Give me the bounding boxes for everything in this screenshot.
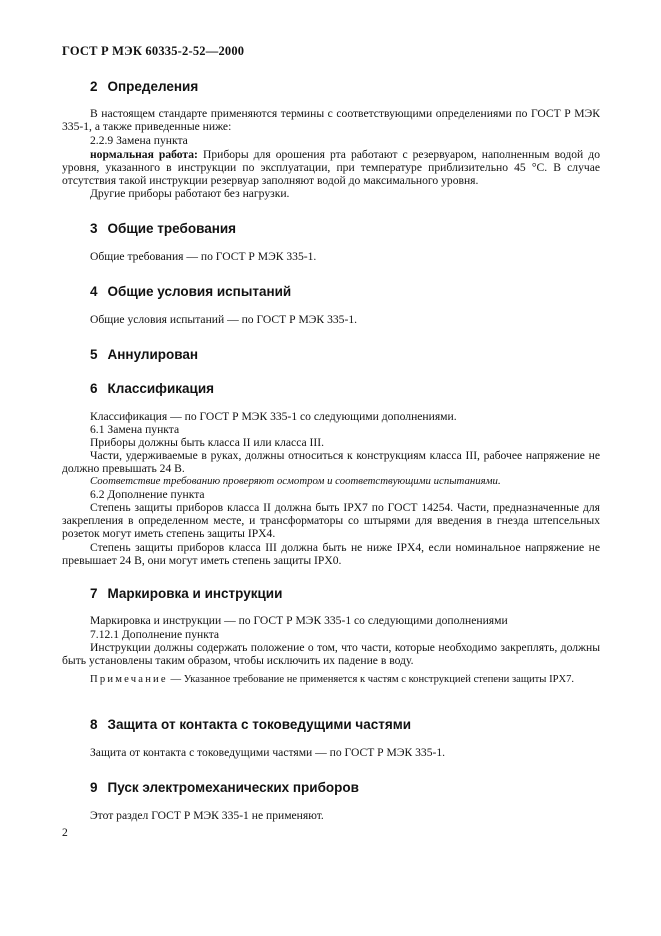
definition-text: Приборы для орошения рта работают с резервуаром, наполненным водой до уровня, указанного в инструкции по эксплуатации, при температуре приблизительно 45 °С. В случае отсутствия такой инструкции резервуар заполняют водой до максимального уровня. bbox=[62, 148, 600, 188]
section-number: 4 bbox=[90, 284, 98, 299]
section-number: 8 bbox=[90, 717, 98, 732]
clause-label: 2.2.9 Замена пункта bbox=[90, 134, 188, 147]
section-6-heading bbox=[90, 381, 214, 396]
section-4-heading bbox=[90, 284, 291, 299]
paragraph: Инструкции должны содержать положение о том, что части, которые необходимо закреплять, должны быть установлены таким образом, чтобы исключить их падение в воду. bbox=[62, 641, 600, 668]
note bbox=[62, 673, 600, 686]
section-number: 9 bbox=[90, 780, 98, 795]
section-title: Определения bbox=[107, 79, 199, 94]
section-title: Аннулирован bbox=[107, 347, 199, 362]
section-3-heading bbox=[90, 221, 236, 236]
section-title: Общие требования bbox=[107, 221, 237, 236]
note-label: Примечание bbox=[90, 674, 168, 685]
paragraph: Классификация — по ГОСТ Р МЭК 335-1 со следующими дополнениями. bbox=[90, 410, 457, 423]
clause-label: 6.1 Замена пункта bbox=[90, 423, 180, 436]
section-title: Пуск электромеханических приборов bbox=[107, 780, 359, 795]
section-title: Общие условия испытаний bbox=[107, 284, 292, 299]
clause-label: 6.2 Дополнение пункта bbox=[90, 488, 205, 501]
section-number: 3 bbox=[90, 221, 98, 236]
paragraph: Маркировка и инструкции — по ГОСТ Р МЭК 335-1 со следующими дополнениями bbox=[90, 614, 508, 627]
paragraph: Приборы должны быть класса II или класса III. bbox=[90, 436, 325, 449]
paragraph: Степень защиты приборов класса III должна быть не ниже IPX4, если номинальное напряжение не превышает 24 В, они могут иметь степень защиты IPX0. bbox=[62, 541, 600, 568]
page-number: 2 bbox=[62, 826, 68, 839]
section-9-heading bbox=[90, 780, 359, 795]
document-header: ГОСТ Р МЭК 60335-2-52—2000 bbox=[62, 44, 245, 58]
note-text: — Указанное требование не применяется к частям с конструкцией степени защиты IPX7. bbox=[167, 674, 575, 685]
term: нормальная работа: bbox=[90, 148, 198, 161]
section-number: 5 bbox=[90, 347, 98, 362]
paragraph: Общие условия испытаний — по ГОСТ Р МЭК 335-1. bbox=[90, 313, 358, 326]
paragraph: В настоящем стандарте применяются термины с соответствующими определениями по ГОСТ Р МЭК 335-1, а также приведенные ниже: bbox=[62, 107, 600, 134]
section-8-heading bbox=[90, 717, 411, 732]
section-5-heading bbox=[90, 347, 198, 362]
section-title: Защита от контакта с токоведущими частями bbox=[107, 717, 412, 732]
section-number: 7 bbox=[90, 586, 98, 601]
section-number: 2 bbox=[90, 79, 98, 94]
definition-paragraph bbox=[62, 148, 600, 188]
clause-label: 7.12.1 Дополнение пункта bbox=[90, 628, 220, 641]
compliance-note: Соответствие требованию проверяют осмотром и соответствующими испытаниями. bbox=[90, 475, 501, 487]
paragraph: Части, удерживаемые в руках, должны относиться к конструкциям класса III, рабочее напряжение не должно превышать 24 В. bbox=[62, 449, 600, 476]
section-7-heading bbox=[90, 586, 282, 601]
paragraph: Этот раздел ГОСТ Р МЭК 335-1 не применяют. bbox=[90, 809, 324, 822]
section-number: 6 bbox=[90, 381, 98, 396]
paragraph: Другие приборы работают без нагрузки. bbox=[90, 187, 290, 200]
paragraph: Степень защиты приборов класса II должна быть IPX7 по ГОСТ 14254. Части, предназначенные для закрепления в определенном месте, и трансформаторы со штырями для введения в гнезда штепсельных розеток могут иметь степень защиты IPX4. bbox=[62, 501, 600, 541]
section-2-heading bbox=[90, 79, 198, 94]
section-title: Классификация bbox=[107, 381, 215, 396]
section-title: Маркировка и инструкции bbox=[107, 586, 283, 601]
paragraph: Защита от контакта с токоведущими частями — по ГОСТ Р МЭК 335-1. bbox=[90, 746, 446, 759]
paragraph: Общие требования — по ГОСТ Р МЭК 335-1. bbox=[90, 250, 317, 263]
